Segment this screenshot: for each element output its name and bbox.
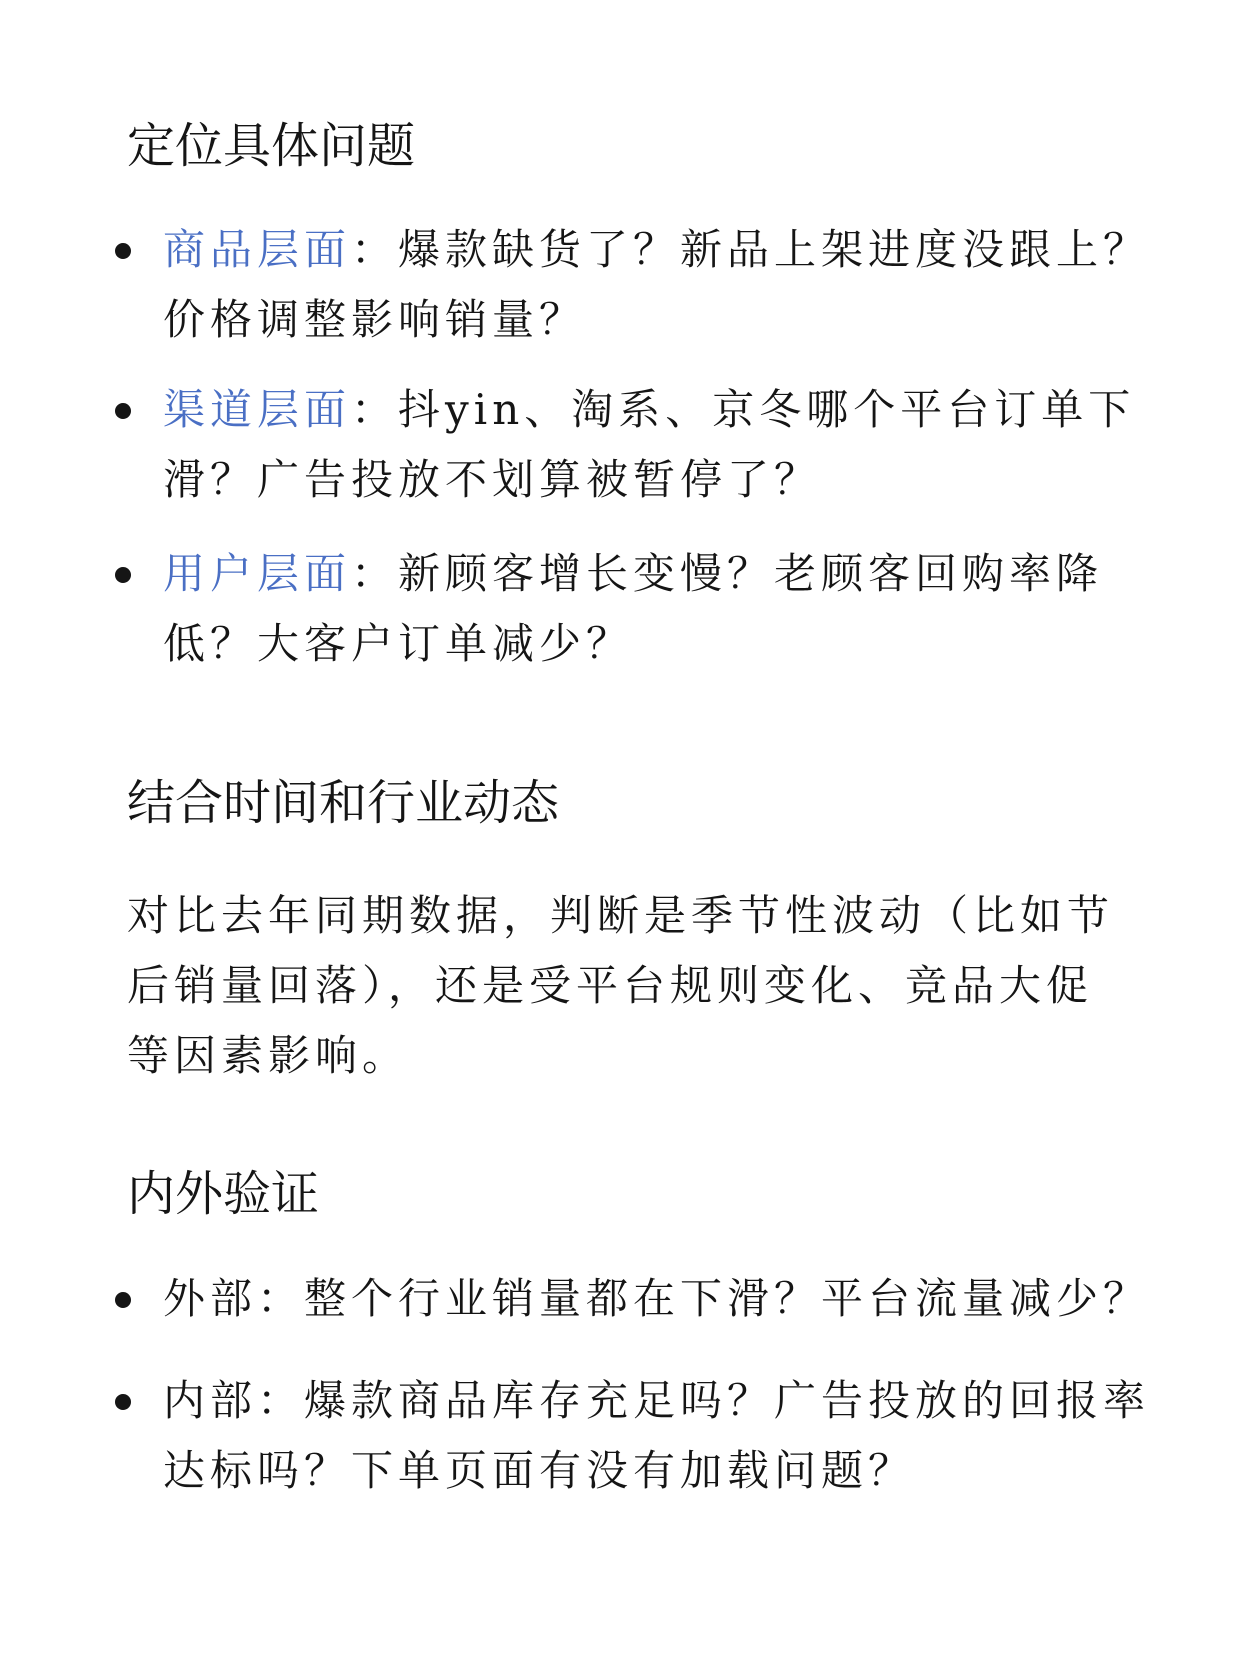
list-item-user — [115, 539, 1195, 679]
item-separator: ： — [351, 549, 399, 598]
item-text: 整个行业销量都在下滑？平台流量减少？ — [304, 1274, 1151, 1323]
item-text: 爆款商品库存充足吗？广告投放的回报率达标吗？下单页面有没有加载问题？ — [163, 1376, 1151, 1495]
item-label: 渠道层面 — [163, 385, 352, 434]
problem-list — [115, 215, 1195, 679]
item-text: 新顾客增长变慢？老顾客回购率降低？大客户订单减少？ — [163, 549, 1104, 668]
bullet-icon — [115, 1292, 131, 1308]
section-heading-locate-problem: 定位具体问题 — [127, 118, 416, 174]
list-item-product — [115, 215, 1195, 355]
list-item-external — [115, 1264, 1195, 1334]
item-separator: ： — [351, 225, 399, 274]
section-heading-verification: 内外验证 — [127, 1166, 320, 1222]
item-separator: ： — [351, 385, 399, 434]
item-text: 爆款缺货了？新品上架进度没跟上？价格调整影响销量？ — [163, 225, 1151, 344]
bullet-icon — [115, 567, 131, 583]
item-label: 用户层面 — [163, 549, 352, 598]
bullet-icon — [115, 403, 131, 419]
item-separator: ： — [257, 1274, 305, 1323]
item-text: 抖yin、淘系、京冬哪个平台订单下滑？广告投放不划算被暂停了？ — [163, 385, 1136, 504]
bullet-icon — [115, 1394, 131, 1410]
item-label: 商品层面 — [163, 225, 352, 274]
item-separator: ： — [257, 1376, 305, 1425]
section-paragraph-time-industry: 对比去年同期数据，判断是季节性波动（比如节后销量回落），还是受平台规则变化、竞品大促等因素影响。 — [127, 891, 1115, 1080]
list-item-internal — [115, 1366, 1195, 1506]
item-label: 外部 — [163, 1274, 258, 1323]
item-label: 内部 — [163, 1376, 258, 1425]
verification-list — [115, 1264, 1195, 1506]
section-heading-time-industry: 结合时间和行业动态 — [127, 775, 560, 831]
bullet-icon — [115, 243, 131, 259]
list-item-channel — [115, 375, 1195, 515]
